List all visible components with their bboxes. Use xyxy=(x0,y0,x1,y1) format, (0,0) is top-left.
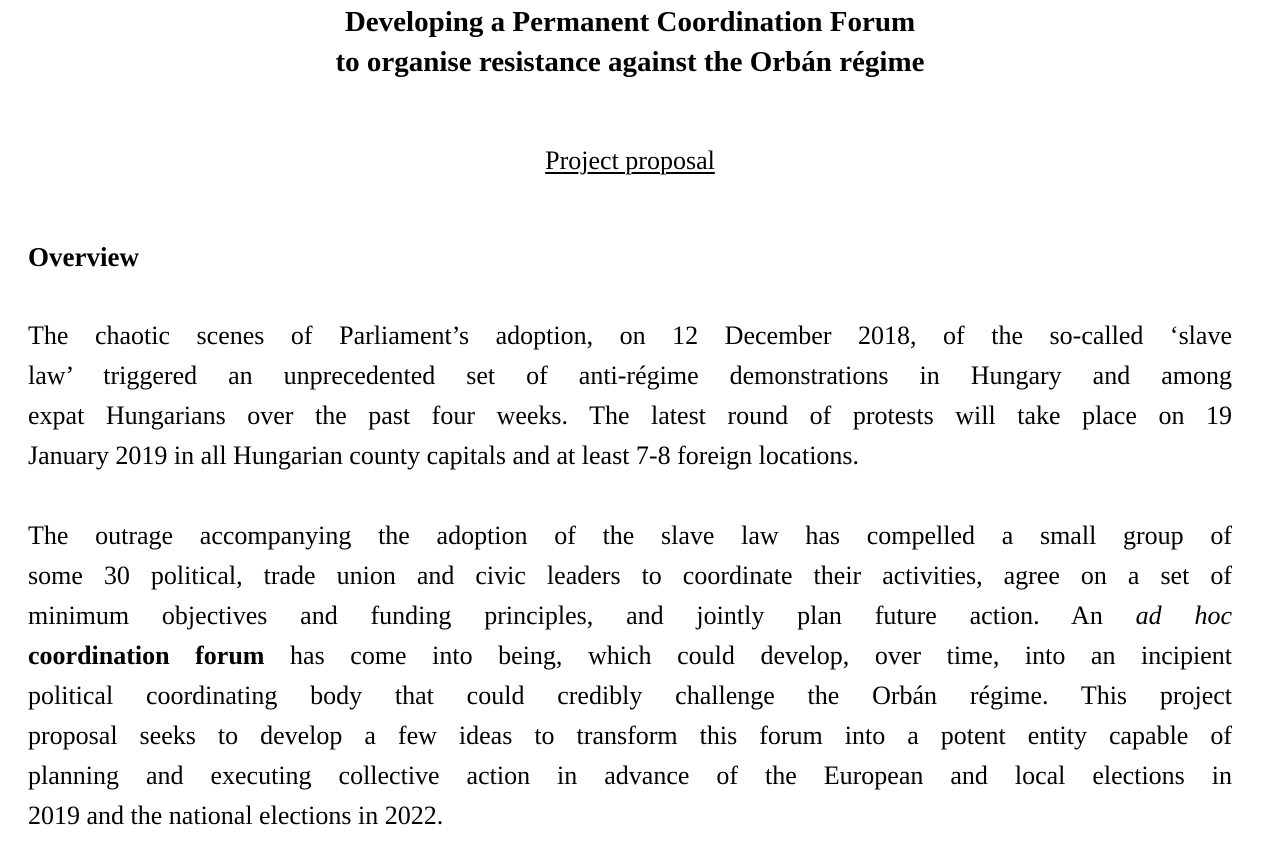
paragraph xyxy=(28,516,1232,836)
text-segment-normal: 2019 and the national elections in 2022. xyxy=(28,801,444,830)
text-line xyxy=(28,396,1232,436)
text-segment-normal: some 30 political, trade union and civic leaders to coordinate their activities, agree on a set of xyxy=(28,561,1232,590)
text-line xyxy=(28,436,1232,476)
text-segment-normal: January 2019 in all Hungarian county capitals and at least 7-8 foreign locations. xyxy=(28,441,860,470)
document-title-line-1: Developing a Permanent Coordination Forum xyxy=(344,6,916,38)
text-segment-normal: law’ triggered an unprecedented set of anti-régime demonstrations in Hungary and among xyxy=(28,361,1232,390)
text-line xyxy=(28,756,1232,796)
text-segment-normal: The chaotic scenes of Parliament’s adoption, on 12 December 2018, of the so-called ‘slave xyxy=(28,321,1232,350)
text-line xyxy=(28,596,1232,636)
document-subtitle xyxy=(28,141,1232,181)
text-segment-normal: has come into being, which could develop, over time, into an incipient xyxy=(264,641,1232,670)
text-line xyxy=(28,316,1232,356)
text-line xyxy=(28,356,1232,396)
text-line xyxy=(28,796,1232,836)
text-segment-bold: coordination forum xyxy=(28,641,265,670)
document-body xyxy=(28,316,1232,836)
text-segment-normal: planning and executing collective action in advance of the European and local elections in xyxy=(28,761,1232,790)
text-segment-normal: The outrage accompanying the adoption of the slave law has compelled a small group of xyxy=(28,521,1232,550)
paragraph xyxy=(28,316,1232,476)
text-line xyxy=(28,676,1232,716)
text-segment-normal: political coordinating body that could credibly challenge the Orbán régime. This project xyxy=(28,681,1232,710)
text-segment-normal: minimum objectives and funding principles, and jointly plan future action. An xyxy=(28,601,1136,630)
text-line xyxy=(28,556,1232,596)
section-heading-overview: Overview xyxy=(28,242,139,272)
text-line xyxy=(28,516,1232,556)
document-title-line-2: to organise resistance against the Orbán régime xyxy=(335,46,925,78)
text-line xyxy=(28,636,1232,676)
text-segment-normal: expat Hungarians over the past four weeks. The latest round of protests will take place on 19 xyxy=(28,401,1232,430)
text-segment-normal: proposal seeks to develop a few ideas to transform this forum into a potent entity capable of xyxy=(28,721,1232,750)
document-title xyxy=(28,2,1232,82)
text-line xyxy=(28,716,1232,756)
document-subtitle-text: Project proposal xyxy=(545,146,715,175)
text-segment-italic: ad hoc xyxy=(1135,601,1232,630)
